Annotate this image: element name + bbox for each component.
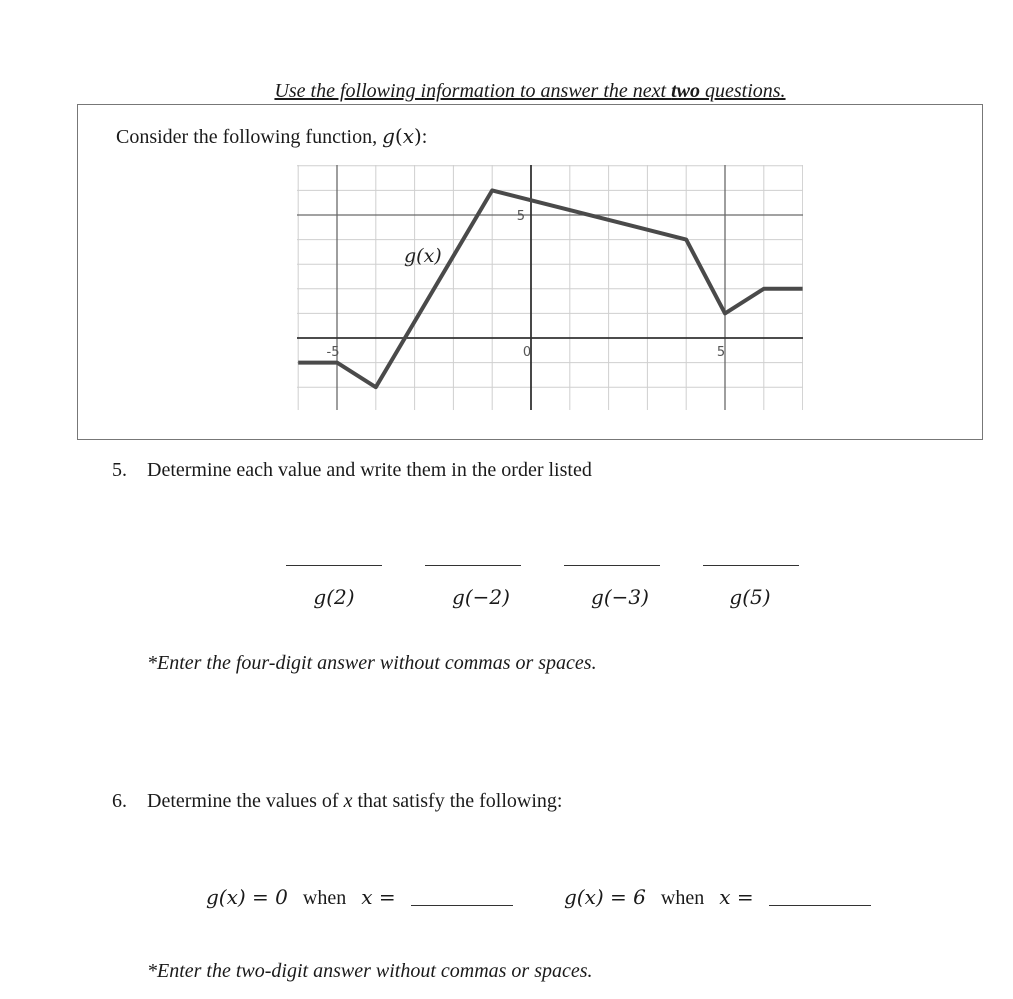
equation-1-when: when [302, 887, 347, 909]
x-tick-label: 0 [522, 345, 532, 360]
equation-2-when: when [660, 887, 705, 909]
equation-2-lhs: g(x) = 6 [564, 885, 646, 909]
answer-blank-eq2[interactable] [769, 905, 871, 906]
y-tick-label: 5 [516, 209, 525, 224]
equation-1-rhs: x = [361, 885, 396, 909]
question-6-text: Determine the values of x that satisfy the following: [147, 790, 563, 812]
answer-blank-1[interactable] [286, 565, 382, 566]
question-5-note: *Enter the four-digit answer without commas or spaces. [147, 652, 597, 674]
consider-colon: : [421, 126, 428, 148]
equation-1 [206, 885, 396, 910]
function-name: g(x) [382, 124, 422, 148]
question-5-number: 5. [112, 459, 127, 481]
question-6-note: *Enter the two-digit answer without commas or spaces. [147, 960, 593, 982]
instructions-underlined [274, 80, 785, 102]
minor-grid [297, 165, 803, 410]
x-tick-label: 5 [716, 345, 726, 360]
curve-label: g(x) [404, 245, 442, 267]
consider-text: Consider the following function, [116, 126, 383, 148]
answer-blank-3[interactable] [564, 565, 660, 566]
label-g-of-5: g(5) [729, 585, 771, 609]
label-g-of-neg-2: g(−2) [452, 585, 510, 609]
question-6-number: 6. [112, 790, 127, 812]
function-graph [297, 165, 803, 410]
question-5-text: Determine each value and write them in the order listed [147, 459, 592, 481]
equation-2-rhs: x = [719, 885, 754, 909]
instructions-text-end: questions. [699, 80, 786, 102]
instructions [0, 80, 1013, 103]
answer-blank-4[interactable] [703, 565, 799, 566]
instructions-text: Use the following information to answer the next [274, 80, 672, 102]
label-g-of-2: g(2) [313, 585, 355, 609]
axes [297, 165, 803, 410]
answer-blank-eq1[interactable] [411, 905, 513, 906]
consider-statement [116, 124, 427, 149]
label-g-of-neg-3: g(−3) [591, 585, 649, 609]
question-6-variable: x [343, 790, 353, 812]
answer-blank-2[interactable] [425, 565, 521, 566]
x-tick-label: -5 [326, 345, 340, 360]
equation-1-lhs: g(x) = 0 [206, 885, 288, 909]
equation-2 [564, 885, 754, 910]
instructions-bold: two [671, 80, 700, 102]
